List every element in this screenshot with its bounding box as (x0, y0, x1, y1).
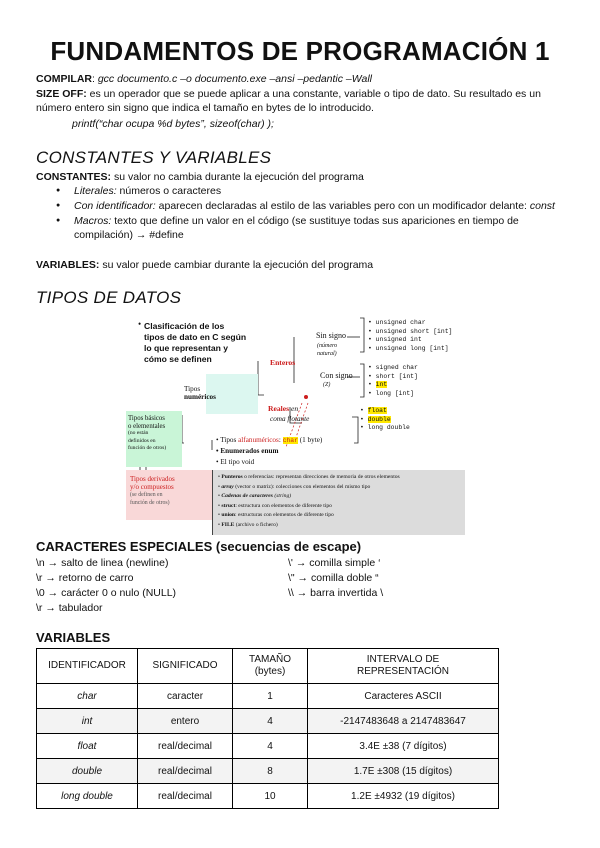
box-note: función de otros) (128, 445, 167, 451)
table-cell: 8 (233, 759, 308, 784)
derived-items-list (218, 473, 400, 530)
type-item: • unsigned char (368, 319, 426, 326)
derived-term: union (221, 512, 236, 518)
page-title: FUNDAMENTOS DE PROGRAMACIÓN 1 (50, 36, 550, 66)
derived-item: • Punteros o referencias: representan direcciones de memoria de otros elementos (218, 474, 400, 480)
diagram-intro (144, 321, 246, 365)
type-item: • double (360, 415, 391, 423)
table-cell: real/decimal (138, 784, 233, 809)
enumerados-label: • Enumerados enum (216, 447, 279, 455)
box-note: función de otros) (130, 500, 170, 506)
type-name: long [int] (375, 389, 415, 397)
type-item: • int (368, 381, 388, 388)
alfa-label: • Tipos alfanuméricos: char (1 byte) (216, 436, 323, 444)
caracteres-heading: CARACTERES ESPECIALES (secuencias de escape) (36, 539, 362, 554)
note-line: natural) (317, 351, 337, 357)
type-name: short [int] (375, 372, 418, 380)
unsigned-types-list (368, 319, 452, 353)
void-label: • El tipo void (216, 458, 255, 466)
signed-types-list (368, 364, 418, 398)
escape-item: \\ → barra invertida \ (288, 587, 384, 599)
basic-box-label (104, 415, 167, 453)
reales-note: en (291, 404, 299, 413)
type-item: • unsigned long [int] (368, 344, 449, 352)
compile-line (36, 72, 372, 86)
table-cell: 3.4E ±38 (7 dígitos) (308, 734, 499, 759)
table-cell: entero (138, 709, 233, 734)
numeric-box-label (184, 385, 216, 401)
void-text: El tipo void (220, 458, 255, 466)
sizeof-label: SIZE OFF: (36, 88, 87, 100)
type-name: unsigned long [int] (375, 344, 449, 352)
intro-line: Clasificación de los (144, 321, 225, 331)
variables-table-heading: VARIABLES (36, 630, 111, 645)
box-line: Tipos derivados (130, 475, 175, 483)
derived-desc: : estructuras con elementos de diferente tipo (235, 512, 334, 518)
derived-desc: : estructura con elementos de diferente tipo (235, 502, 332, 509)
derived-item: • union: estructuras con elementos de diferente tipo (218, 512, 334, 518)
derived-item: • Cadenas de caracteres (string) (218, 493, 292, 499)
variables-line (36, 258, 373, 272)
list-item (36, 199, 566, 213)
link-dot (304, 395, 308, 399)
type-name: int (375, 381, 388, 388)
alfa-size: (1 byte) (297, 436, 323, 444)
escape-item: \" → comilla doble “ (288, 572, 379, 584)
connector-numeric (182, 415, 184, 443)
table-cell: 1.7E ±308 (15 dígitos) (308, 759, 499, 784)
sizeof-paragraph (36, 87, 556, 115)
table-row (37, 759, 499, 784)
list-item-term: Macros: (74, 215, 112, 227)
table-cell: 1.2E ±4932 (19 dígitos) (308, 784, 499, 809)
constantes-text: su valor no cambia durante la ejecución del programa (113, 171, 364, 183)
constantes-heading: CONSTANTES Y VARIABLES (36, 148, 272, 167)
data-types-diagram (120, 315, 465, 535)
compile-label: COMPILAR (36, 73, 92, 85)
table-cell: -2147483648 a 2147483647 (308, 709, 499, 734)
box-line: o elementales (128, 422, 166, 430)
column-header: IDENTIFICADOR (37, 649, 138, 684)
con-signo-label: Con signo (320, 371, 353, 380)
alfa-term: alfanuméricos (238, 436, 279, 444)
tipos-heading: TIPOS DE DATOS (36, 288, 182, 307)
box-line: numéricos (184, 393, 216, 401)
type-name: unsigned char (375, 319, 426, 326)
table-cell: double (37, 759, 138, 784)
variables-label: VARIABLES: (36, 259, 100, 271)
type-item: • signed char (368, 364, 418, 371)
reales-term: Reales (268, 404, 290, 413)
variables-table (36, 648, 499, 809)
escape-item: \0 → carácter 0 o nulo (NULL) (36, 587, 177, 599)
box-line: Tipos básicos (128, 415, 165, 422)
compile-command: gcc documento.c –o documento.exe –ansi –pedantic –Wall (97, 73, 372, 85)
derived-term: Punteros (221, 474, 243, 480)
intro-bullet-icon: • (138, 319, 142, 329)
box-note: (no están (128, 430, 149, 436)
compile-sep: : (92, 73, 95, 85)
note-line: (número (317, 343, 338, 349)
escape-item: \' → comilla simple ‘ (288, 557, 381, 569)
type-item: • long double (360, 424, 410, 431)
derived-desc: (archivo o fichero) (234, 521, 278, 528)
constantes-label: CONSTANTES: (36, 171, 112, 183)
escape-item: \r → retorno de carro (36, 572, 134, 584)
table-cell: char (37, 684, 138, 709)
escape-item: \n → salto de linea (newline) (36, 557, 169, 569)
table-row (37, 684, 499, 709)
derived-box-label (130, 475, 175, 507)
list-item-keyword: const (529, 200, 555, 212)
sizeof-text: es un operador que se puede aplicar a una constante, variable o tipo de dato. Su resultado es un número entero sin signo que indica el tamaño en bytes de lo introducido. (36, 88, 541, 114)
column-header: INTERVALO DE REPRESENTACIÓN (308, 649, 499, 684)
type-name: unsigned int (375, 336, 422, 343)
table-cell: real/decimal (138, 734, 233, 759)
list-item-text: números o caracteres (116, 185, 222, 197)
table-row (37, 784, 499, 809)
escape-list-right (288, 556, 383, 601)
reales-label (268, 405, 298, 413)
box-line: Tipos (184, 385, 201, 393)
derived-desc: o referencias: representan direcciones de memoria de otros elementos (242, 474, 400, 480)
derived-divider (212, 470, 213, 535)
derived-item: • struct: estructura con elementos de diferente tipo (218, 502, 332, 509)
table-row (37, 734, 499, 759)
column-header: TAMAÑO (bytes) (233, 649, 308, 684)
derived-desc: (vector o matriz): colecciones con elementos del mismo tipo (233, 483, 371, 490)
type-item: • short [int] (368, 372, 418, 380)
type-item: • float (360, 407, 387, 414)
sin-signo-note (317, 342, 337, 358)
con-signo-note: (Z) (323, 382, 331, 388)
sin-signo-label: Sin signo (316, 331, 347, 340)
derived-item: • FILE (archivo o fichero) (218, 521, 278, 528)
reales-note-2: coma flotante (270, 415, 310, 423)
constantes-line (36, 170, 364, 184)
intro-line: tipos de dato en C según (144, 332, 247, 342)
brace-unsigned (360, 318, 364, 352)
type-name: float (367, 407, 387, 414)
type-name: signed char (375, 364, 418, 371)
type-item: • long [int] (368, 389, 415, 397)
derived-term: Cadenas de caracteres (221, 493, 273, 499)
derived-term: array (221, 483, 234, 490)
column-header: SIGNIFICADO (138, 649, 233, 684)
connector-enteros (258, 361, 264, 395)
alfa-sep: : (278, 436, 283, 444)
intro-line: cómo se definen (144, 354, 212, 364)
sizeof-example: printf(“char ocupa %d bytes”, sizeof(char) ); (72, 118, 274, 130)
real-types-list (360, 407, 410, 433)
table-cell: int (37, 709, 138, 734)
intro-line: lo que representan y (144, 343, 229, 353)
type-item: • unsigned int (368, 336, 422, 343)
escape-item: \r → tabulador (36, 602, 103, 614)
list-item-term: Literales: (74, 185, 117, 197)
list-item-term: Con identificador: (74, 200, 156, 212)
type-item: • unsigned short [int] (368, 327, 453, 335)
table-cell: real/decimal (138, 759, 233, 784)
derived-desc: (string) (272, 493, 292, 499)
constantes-list (36, 184, 566, 243)
enteros-label: Enteros (270, 358, 296, 367)
box-line: y/o compuestos (130, 483, 174, 491)
box-note: definidos en (128, 437, 156, 444)
brace-reales (352, 417, 358, 443)
derived-term: struct (221, 502, 236, 509)
table-header-row (37, 649, 499, 684)
list-item-text: texto que define un valor en el código (se sustituye todas sus apariciones en tiempo de compilación) → #define (74, 215, 519, 241)
table-cell: float (37, 734, 138, 759)
derived-term: FILE (221, 521, 235, 528)
type-name: long double (367, 424, 410, 431)
table-cell: 4 (233, 709, 308, 734)
table-cell: 4 (233, 734, 308, 759)
enumerados-text: Enumerados enum (220, 447, 279, 455)
list-item-text: aparecen declaradas al estilo de las variables pero con un modificador delante: (155, 200, 530, 212)
list-item (36, 184, 566, 198)
derived-item: • array (vector o matriz): colecciones con elementos del mismo tipo (218, 483, 371, 490)
type-name: unsigned short [int] (375, 327, 453, 335)
type-name: double (367, 415, 391, 423)
variables-text: su valor puede cambiar durante la ejecución del programa (102, 259, 374, 271)
table-row (37, 709, 499, 734)
table-cell: caracter (138, 684, 233, 709)
brace-signed (360, 364, 364, 397)
table-cell: long double (37, 784, 138, 809)
alfa-prefix: Tipos (220, 436, 239, 444)
alfa-char: char (282, 437, 298, 444)
escape-list-left (36, 556, 176, 616)
table-cell: Caracteres ASCII (308, 684, 499, 709)
table-cell: 1 (233, 684, 308, 709)
table-cell: 10 (233, 784, 308, 809)
box-note: (se definen en (130, 492, 163, 498)
list-item (36, 214, 566, 242)
